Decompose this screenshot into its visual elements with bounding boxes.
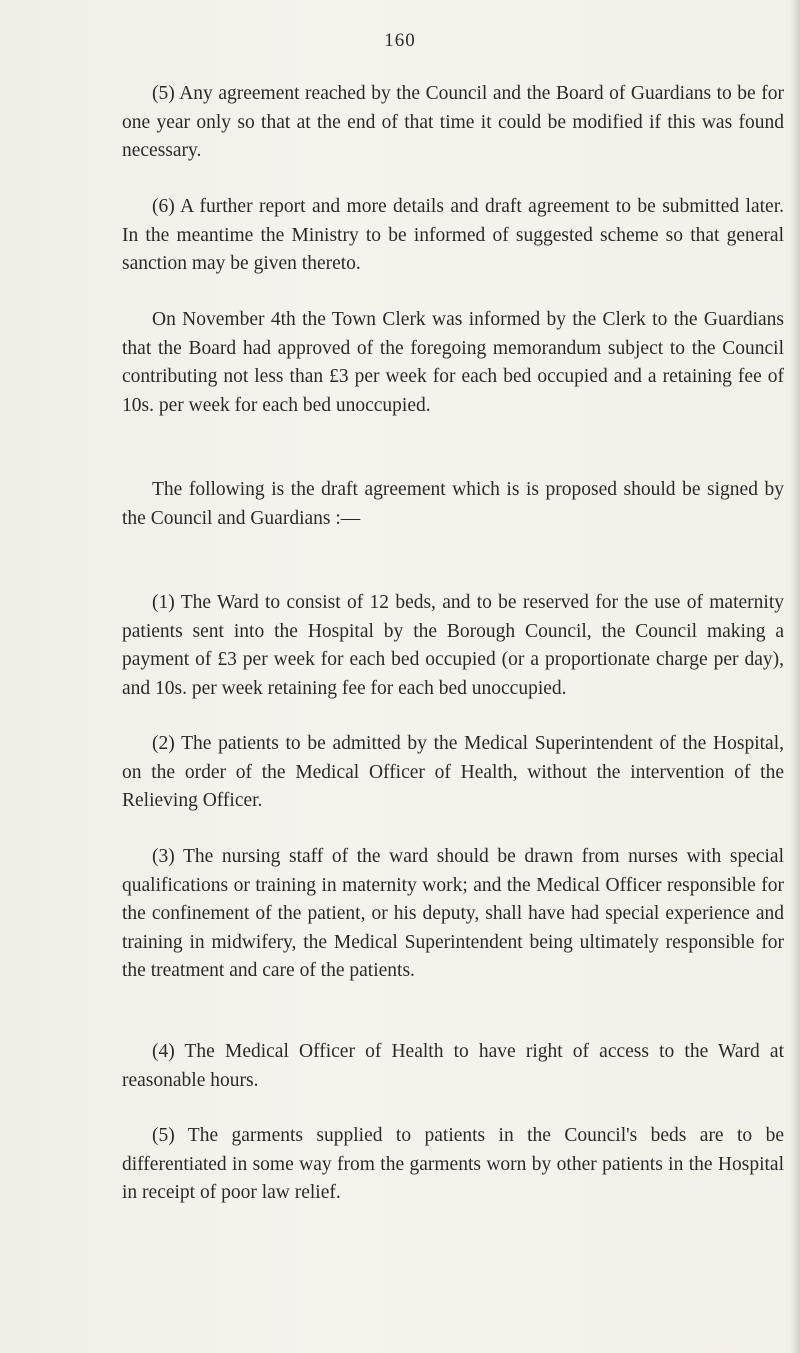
page-edge-shadow: [790, 0, 800, 1353]
paragraph-agreement-clause-2: (2) The patients to be admitted by the Medical Superintendent of the Hospital, on the order of the Medical Officer of Health, without the intervention of the Relieving Officer.: [122, 733, 784, 811]
paragraph-clause-5-term: (5) Any agreement reached by the Council and the Board of Guardians to be for one year only so that at the end of that time it could be modified if this was found necessary.: [122, 83, 784, 161]
paragraph-clause-6-report: (6) A further report and more details and draft agreement to be submitted later. In the meantime the Ministry to be informed of suggested scheme so that general sanction may be given thereto.: [122, 196, 784, 274]
paragraph-draft-agreement-intro: The following is the draft agreement which is is proposed should be signed by the Council and Guardians :—: [122, 479, 784, 529]
paragraph-agreement-clause-4: (4) The Medical Officer of Health to have right of access to the Ward at reasonable hours.: [122, 1041, 784, 1091]
paragraph-agreement-clause-3: (3) The nursing staff of the ward should be drawn from nurses with special qualifications or training in maternity work; and the Medical Officer responsible for the confinement of the patient, or his deputy, shall have had special experience and training in midwifery, the Medical Superintendent being ultimately responsible for the treatment and care of the patients.: [122, 846, 784, 981]
paragraph-agreement-clause-5: (5) The garments supplied to patients in the Council's beds are to be differentiated in some way from the garments worn by other patients in the Hospital in receipt of poor law relief.: [122, 1125, 784, 1203]
paragraph-board-approval: On November 4th the Town Clerk was informed by the Clerk to the Guardians that the Board had approved of the foregoing memorandum subject to the Council contributing not less than £3 per week for each bed occupied and a retaining fee of 10s. per week for each bed unoccupied.: [122, 309, 784, 416]
paragraph-agreement-clause-1: (1) The Ward to consist of 12 beds, and to be reserved for the use of maternity patients sent into the Hospital by the Borough Council, the Council making a payment of £3 per week for each bed occupied (or a proportionate charge per day), and 10s. per week retaining fee for each bed unoccupied.: [122, 592, 784, 699]
page-number: 160: [384, 30, 416, 51]
